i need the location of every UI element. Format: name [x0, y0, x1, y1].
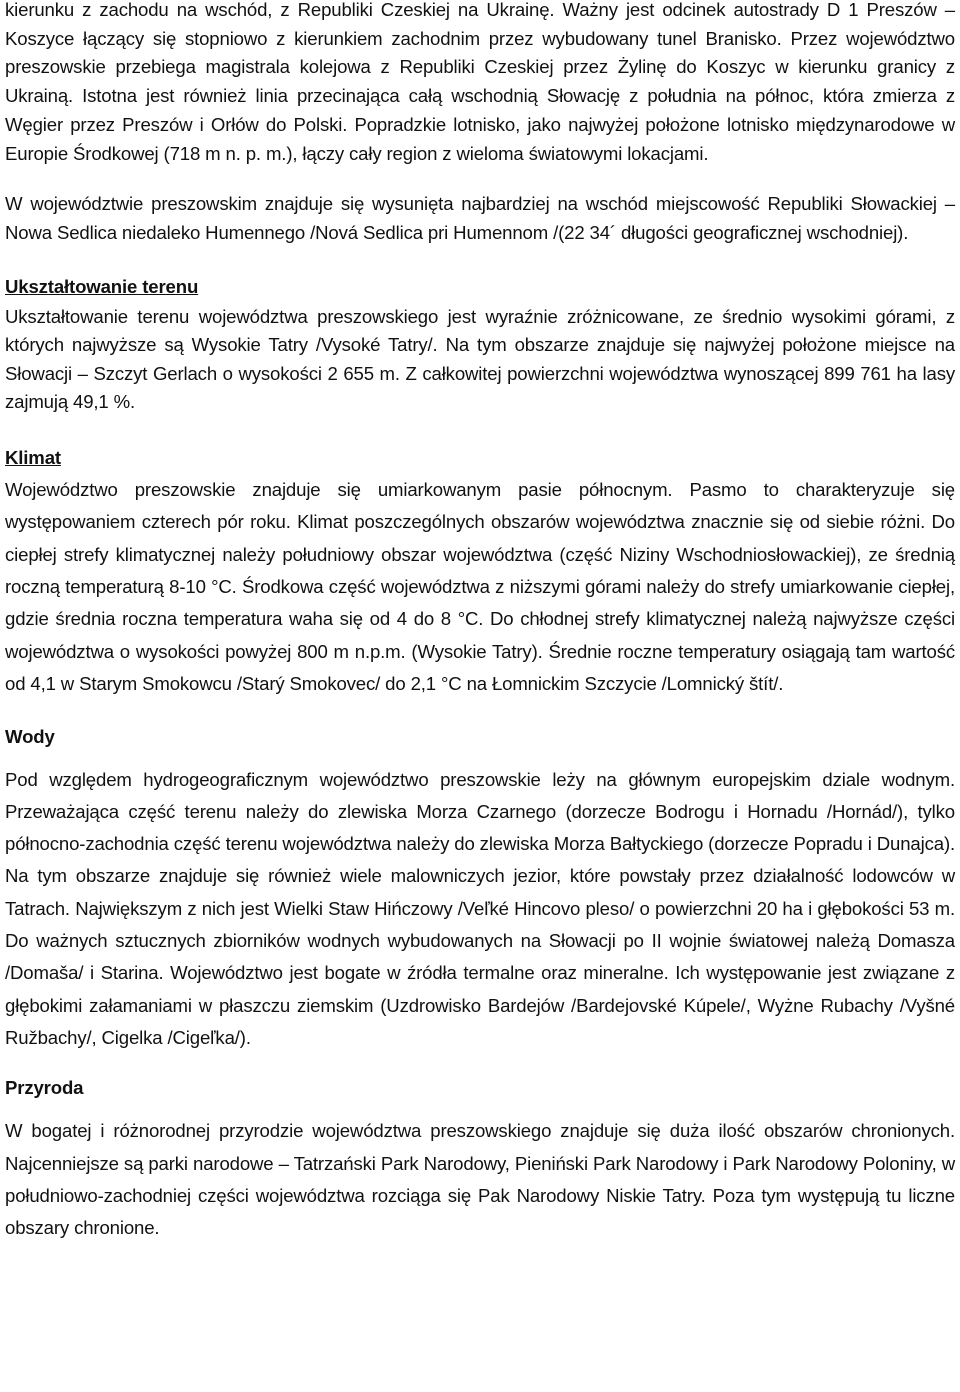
section-east-point [5, 190, 955, 247]
terrain-paragraph: Ukształtowanie terenu województwa preszowskiego jest wyraźnie zróżnicowane, ze średnio wysokimi górami, z których najwyższe są Wysokie Tatry /Vysoké Tatry/. Na tym obszarze znajduje się najwyżej położone miejsce na Słowacji – Szczyt Gerlach o wysokości 2 655 m. Z całkowitej powierzchni województwa wynoszącej 899 761 ha lasy zajmują 49,1 %. [5, 305, 955, 413]
water-paragraph: Pod względem hydrogeograficznym województwo preszowskie leży na głównym europejskim dziale wodnym. Przeważająca część terenu należy do zlewiska Morza Czarnego (dorzecze Bodrogu i Hornadu /Hornád/), tylko północno-zachodnia część terenu województwa należy do zlewiska Morza Bałtyckiego (dorzecze Popradu i Dunajca). Na tym obszarze znajduje się również wiele malowniczych jezior, które powstały przez działalność lodowców w Tatrach. Największym z nich jest Wielki Staw Hińczowy /Veľké Hincovo pleso/ o powierzchni 20 ha i głębokości 53 m. Do ważnych sztucznych zbiorników wodnych wybudowanych na Słowacji po II wojnie światowej należą Domasza /Domaša/ i Starina. Województwo jest bogate w źródła termalne oraz mineralne. Ich występowanie jest związane z głębokimi załamaniami w płaszczu ziemskim (Uzdrowisko Bardejów /Bardejovské Kúpele/, Wyżne Rubachy /Vyšné Ružbachy/, Cigelka /Cigeľka/). [5, 768, 955, 1048]
nature-heading: Przyroda [5, 1077, 84, 1099]
climate-heading: Klimat [5, 446, 61, 468]
east-point-paragraph: W województwie preszowskim znajduje się wysunięta najbardziej na wschód miejscowość Republiki Słowackiej – Nowa Sedlica niedaleko Humennego /Nová Sedlica pri Humennom /(22 34´ długości geograficznej wschodniej). [5, 193, 955, 243]
section-terrain [5, 273, 955, 417]
climate-paragraph: Województwo preszowskie znajduje się umiarkowanym pasie północnym. Pasmo to charakteryzuje się występowaniem czterech pór roku. Klimat poszczególnych obszarów województwa znacznie się od siebie różni. Do ciepłej strefy klimatycznej należy południowy obszar województwa (część Niziny Wschodniosłowackiej), ze średnią roczną temperaturą 8-10 °C. Środkowa część województwa z niższymi górami należy do strefy umiarkowanie ciepłej, gdzie średnia roczna temperatura waha się od 4 do 8 °C. Do chłodnej strefy klimatycznej należą najwyższe części województwa o wysokości powyżej 800 m n.p.m. (Wysokie Tatry). Średnie roczne temperatury osiągają tam wartość od 4,1 w Starym Smokowcu /Starý Smokovec/ do 2,1 °C na Łomnickim Szczycie /Lomnický štít/. [5, 478, 955, 695]
terrain-heading: Ukształtowanie terenu [5, 276, 199, 298]
transport-paragraph: kierunku z zachodu na wschód, z Republiki Czeskiej na Ukrainę. Ważny jest odcinek autostrady D 1 Preszów – Koszyce łączący się stopniowo z kierunkiem zachodnim przez wybudowany tunel Branisko. Przez województwo preszowskie przebiega magistrala kolejowa z Republiki Czeskiej przez Żylinę do Koszyc w kierunku granicy z Ukrainą. Istotna jest również linia przecinająca całą wschodnią Słowację z południa na północ, która zmierza z Węgier przez Preszów i Orłów do Polski. Popradzkie lotnisko, jako najwyżej położone lotnisko międzynarodowe w Europie Środkowej (718 m n. p. m.), łączy cały region z wieloma światowymi lokacjami. [5, 0, 955, 164]
nature-paragraph: W bogatej i różnorodnej przyrodzie województwa preszowskiego znajduje się duża ilość obszarów chronionych. Najcenniejsze są parki narodowe – Tatrzański Park Narodowy, Pieniński Park Narodowy i Park Narodowy Poloniny, w południowo-zachodniej części województwa rozciąga się Pak Narodowy Niskie Tatry. Poza tym występują tu liczne obszary chronione. [5, 1120, 955, 1239]
section-water [5, 723, 955, 1055]
document-page [5, 0, 955, 1244]
water-heading: Wody [5, 725, 55, 747]
section-nature [5, 1074, 955, 1244]
section-climate [5, 444, 955, 701]
section-transport [5, 0, 955, 168]
